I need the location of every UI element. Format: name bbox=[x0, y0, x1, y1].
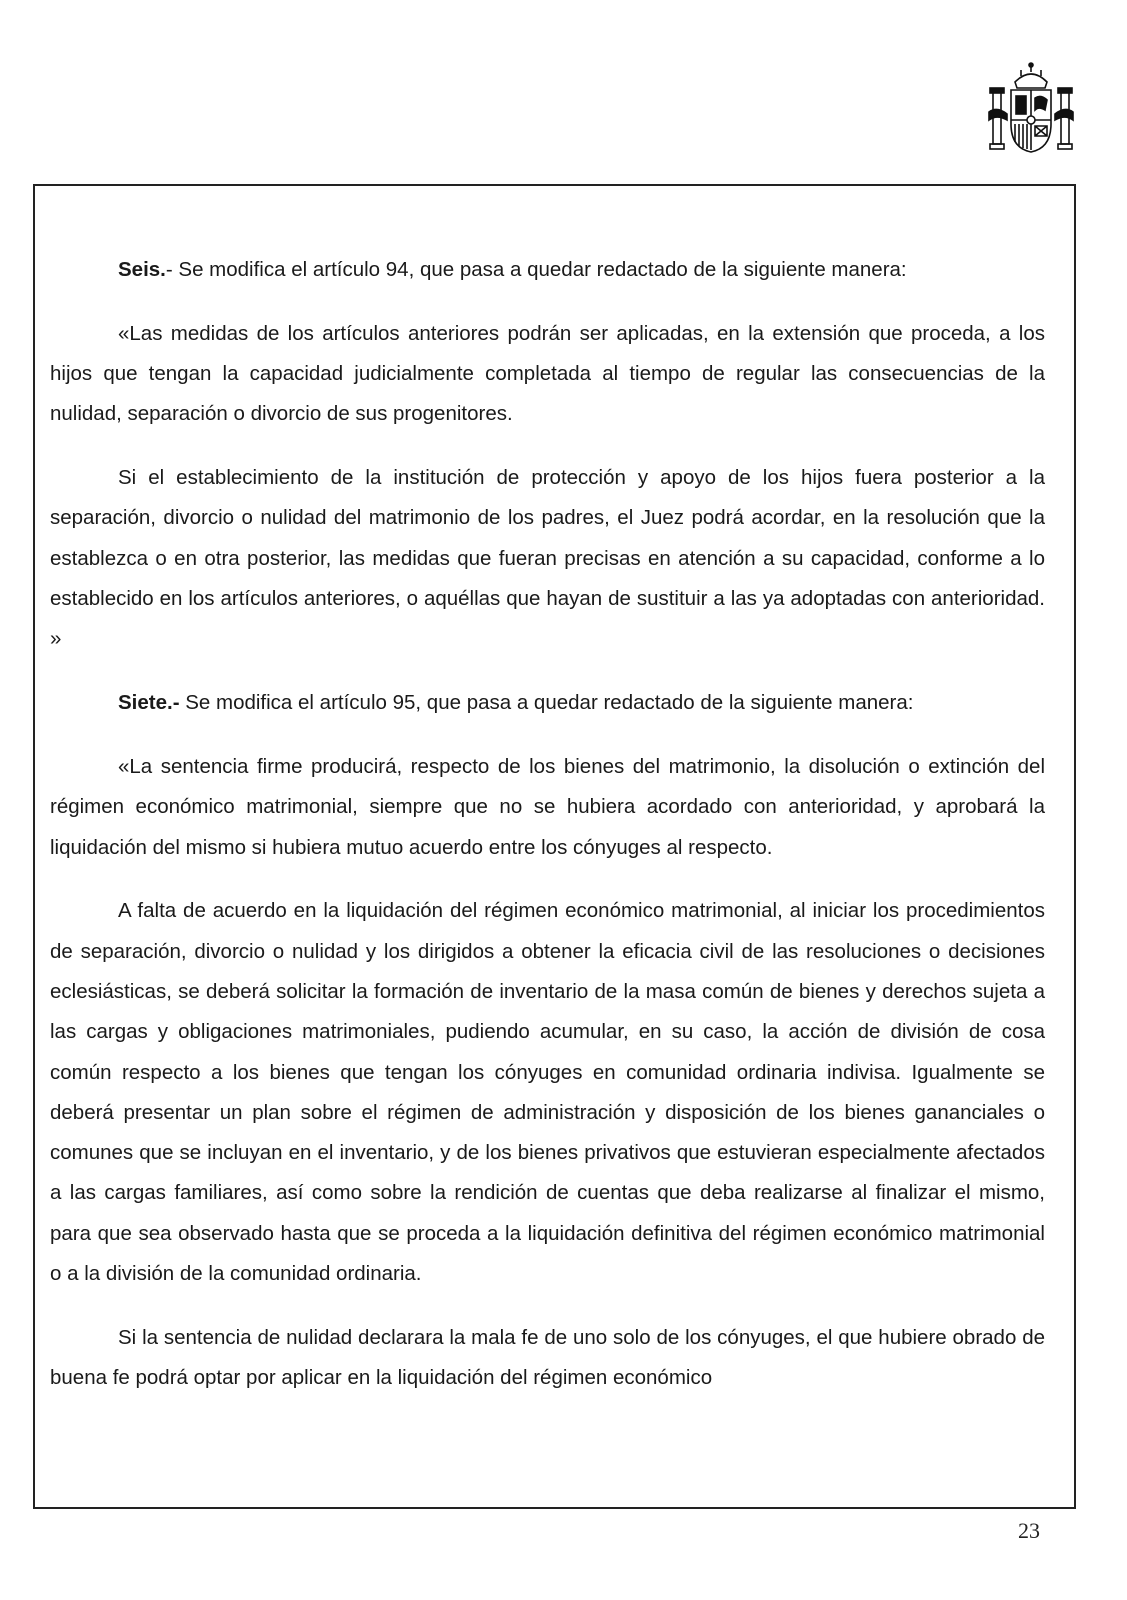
paragraph-lead: Seis. bbox=[118, 258, 166, 281]
paragraph-art94-1 bbox=[50, 314, 1045, 435]
paragraph-art95-3 bbox=[50, 1318, 1045, 1399]
paragraph-text: «La sentencia firme producirá, respecto de los bienes del matrimonio, la disolución o extinción del régimen económico matrimonial, siempre que no se hubiera acordado con anterioridad, y aprobará la liquidación del mismo si hubiera mutuo acuerdo entre los cónyuges al respecto. bbox=[50, 754, 1045, 859]
spain-coat-of-arms-icon bbox=[985, 62, 1077, 154]
paragraph-lead: Siete.- bbox=[118, 691, 180, 715]
paragraph-text: A falta de acuerdo en la liquidación del régimen económico matrimonial, al iniciar los procedimientos de separación, divorcio o nulidad y los dirigidos a obtener la eficacia civil de las resoluciones o decisiones eclesiásticas, se deberá solicitar la formación de inventario de la masa común de bienes y derechos sujeta a las cargas y obligaciones matrimoniales, pudiendo acumular, en su caso, la acción de división de cosa común respecto a los bienes que tengan los cónyuges en comunidad ordinaria indivisa. Igualmente se deberá presentar un plan sobre el régimen de administración y disposición de los bienes gananciales o comunes que se incluyan en el inventario, y de los bienes privativos que estuvieran especialmente afectados a las cargas familiares, así como sobre la rendición de cuentas que deba realizarse al finalizar el mismo, para que sea observado hasta que se proceda a la liquidación definitiva del régimen económico matrimonial o a la división de la comunidad ordinaria. bbox=[50, 899, 1045, 1286]
paragraph-art95-2 bbox=[50, 891, 1045, 1294]
paragraph-text: Si el establecimiento de la institución de protección y apoyo de los hijos fuera posterior a la separación, divorcio o nulidad del matrimonio de los padres, el Juez podrá acordar, en la resolución que la establezca o en otra posterior, las medidas que fueran precisas en atención a su capacidad, conforme a lo establecido en los artículos anteriores, o aquéllas que hayan de sustituir a las ya adoptadas con anterioridad. » bbox=[50, 466, 1045, 651]
paragraph-seis-heading bbox=[50, 250, 1045, 290]
page-number: 23 bbox=[1018, 1518, 1040, 1543]
paragraph-text: Si la sentencia de nulidad declarara la mala fe de uno solo de los cónyuges, el que hubiere obrado de buena fe podrá optar por aplicar en la liquidación del régimen económico bbox=[50, 1325, 1045, 1390]
document-body bbox=[50, 250, 1045, 1422]
paragraph-siete-heading bbox=[50, 683, 1045, 723]
paragraph-art95-1 bbox=[50, 747, 1045, 868]
paragraph-text: - Se modifica el artículo 94, que pasa a quedar redactado de la siguiente manera: bbox=[165, 258, 907, 281]
paragraph-text: Se modifica el artículo 95, que pasa a quedar redactado de la siguiente manera: bbox=[179, 691, 914, 715]
paragraph-text: «Las medidas de los artículos anteriores podrán ser aplicadas, en la extensión que proceda, a los hijos que tengan la capacidad judicialmente completada al tiempo de regular las consecuencias de la nulidad, separación o divorcio de sus progenitores. bbox=[50, 321, 1045, 426]
paragraph-art94-2 bbox=[50, 458, 1045, 659]
